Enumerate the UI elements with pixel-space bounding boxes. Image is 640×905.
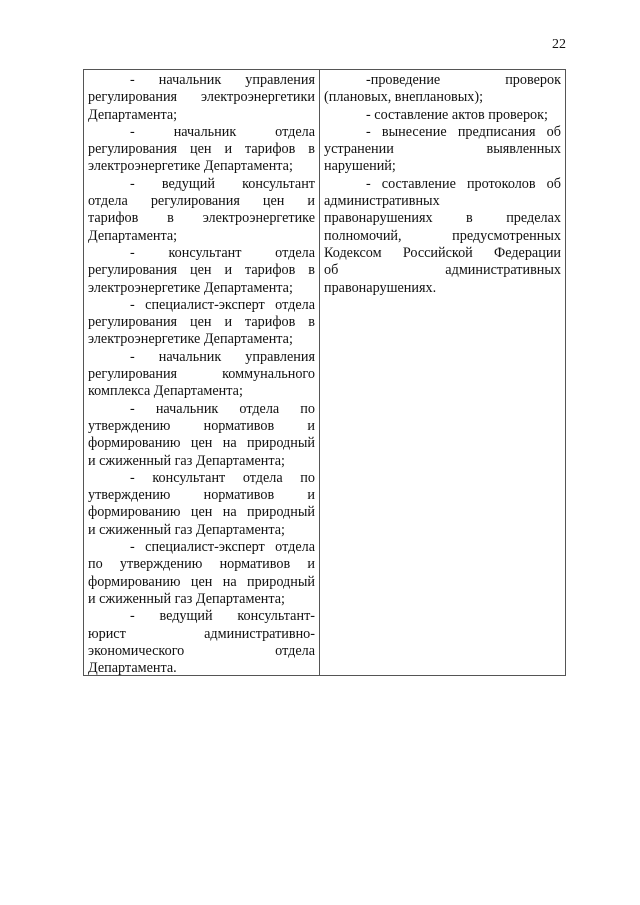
text-line: - начальник отдела по	[130, 400, 315, 417]
page-number: 22	[552, 37, 566, 52]
text-line: - консультант отдела по	[130, 469, 315, 486]
functions-column	[320, 70, 565, 675]
text-line: экономического отдела	[88, 642, 315, 659]
position-paragraph	[88, 470, 315, 539]
text-line: отдела регулирования цен и	[88, 193, 315, 210]
text-line: регулирования цен и тарифов в	[88, 314, 315, 331]
text-line: (плановых, внеплановых);	[324, 89, 484, 106]
text-line: административных	[324, 193, 440, 210]
text-line: формированию цен на природный	[88, 573, 315, 590]
text-line: - ведущий консультант-	[130, 608, 315, 625]
text-line: Департамента.	[88, 660, 177, 677]
function-paragraph	[324, 176, 561, 297]
position-paragraph	[88, 176, 315, 245]
function-paragraph	[324, 107, 561, 124]
text-line: электроэнергетике Департамента;	[88, 279, 293, 296]
position-paragraph	[88, 124, 315, 176]
function-paragraph	[324, 124, 561, 176]
text-line: - составление актов проверок;	[366, 106, 548, 123]
position-paragraph	[88, 297, 315, 349]
text-line: Департамента;	[88, 106, 178, 123]
text-line: - составление протоколов об	[366, 175, 561, 192]
position-paragraph	[88, 539, 315, 608]
text-line: и сжиженный газ Департамента;	[88, 521, 285, 538]
position-paragraph	[88, 349, 315, 401]
text-line: Кодексом Российской Федерации	[324, 244, 561, 261]
text-line: тарифов в электроэнергетике	[88, 210, 315, 227]
text-line: полномочий, предусмотренных	[324, 227, 561, 244]
text-line: правонарушениях в пределах	[324, 210, 561, 227]
text-line: - консультант отдела	[130, 244, 315, 261]
text-line: - ведущий консультант	[130, 175, 315, 192]
text-line: утверждению нормативов и	[88, 487, 315, 504]
text-line: - начальник управления	[130, 348, 315, 365]
position-paragraph	[88, 72, 315, 124]
text-line: нарушений;	[324, 158, 396, 175]
text-line: и сжиженный газ Департамента;	[88, 452, 285, 469]
text-line: - начальник управления	[130, 72, 315, 88]
positions-column	[84, 70, 320, 675]
text-line: и сжиженный газ Департамента;	[88, 590, 285, 607]
position-paragraph	[88, 401, 315, 470]
text-line: формированию цен на природный	[88, 435, 315, 452]
text-line: регулирования электроэнергетики	[88, 89, 315, 106]
text-line: комплекса Департамента;	[88, 383, 243, 400]
text-line: утверждению нормативов и	[88, 417, 315, 434]
text-line: формированию цен на природный	[88, 504, 315, 521]
text-line: правонарушениях.	[324, 279, 437, 296]
text-line: регулирования коммунального	[88, 366, 315, 383]
text-line: - начальник отдела	[130, 123, 315, 140]
position-paragraph	[88, 608, 315, 677]
text-line: электроэнергетике Департамента;	[88, 158, 293, 175]
text-line: - вынесение предписания об	[366, 123, 561, 140]
text-line: по утверждению нормативов и	[88, 556, 315, 573]
text-line: регулирования цен и тарифов в	[88, 262, 315, 279]
text-line: электроэнергетике Департамента;	[88, 331, 293, 348]
function-paragraph	[324, 72, 561, 107]
text-line: об административных	[324, 262, 561, 279]
text-line: - специалист-эксперт отдела	[130, 296, 315, 313]
text-line: - специалист-эксперт отдела	[130, 539, 315, 556]
text-line: юрист административно-	[88, 625, 315, 642]
duties-table	[83, 69, 566, 676]
text-line: устранении выявленных	[324, 141, 561, 158]
text-line: регулирования цен и тарифов в	[88, 141, 315, 158]
text-line: -проведение проверок	[366, 72, 561, 88]
text-line: Департамента;	[88, 227, 178, 244]
position-paragraph	[88, 245, 315, 297]
